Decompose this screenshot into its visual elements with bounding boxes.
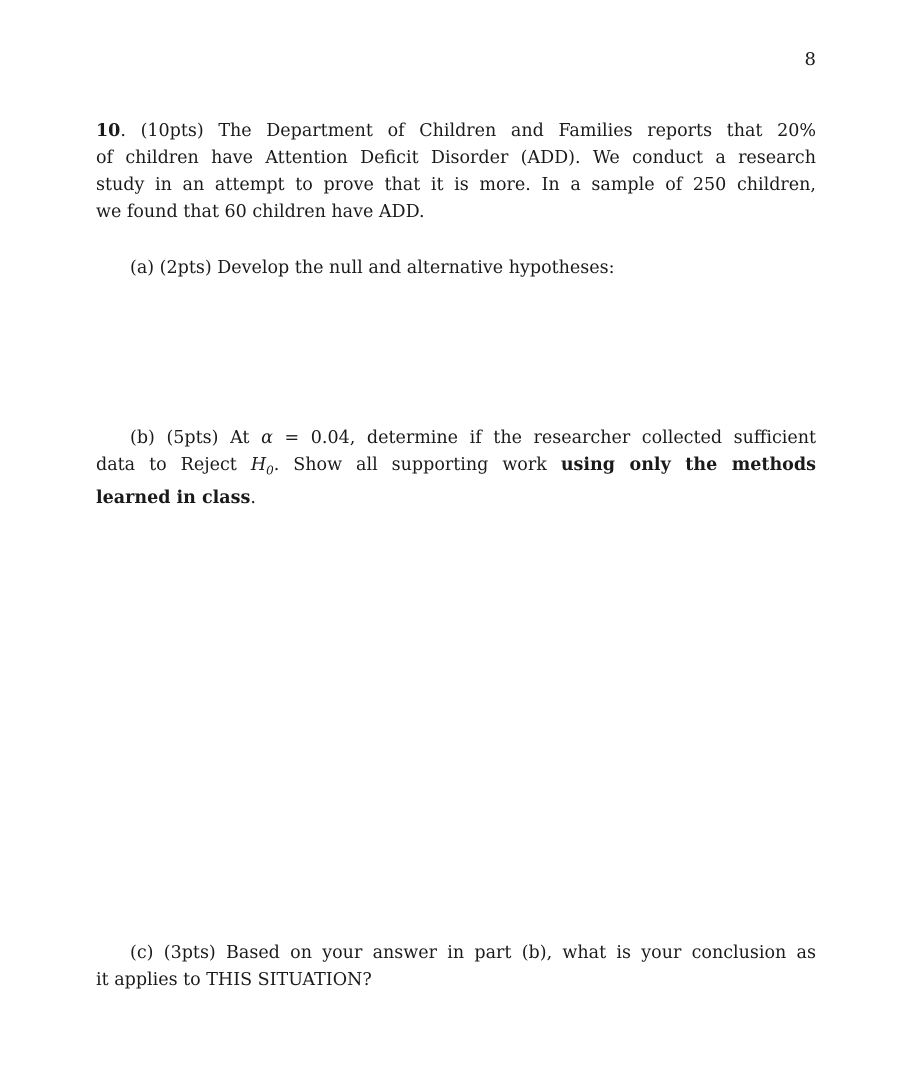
part-c-line-2: it applies to THIS SITUATION? — [96, 970, 372, 990]
alpha-symbol: α — [261, 428, 273, 448]
part-b-line2-mid: . Show all supporting work — [273, 455, 547, 475]
part-a-label: (a) — [130, 258, 155, 278]
part-c-text-1: Based on your answer in part (b), what is your conclusion as — [226, 943, 816, 963]
part-a-points: (2pts) — [159, 258, 212, 278]
part-c-line-1 — [96, 940, 816, 967]
part-b-bold-1: using only the methods — [560, 455, 816, 475]
part-b-points: (5pts) — [166, 428, 219, 448]
part-b-line2-start: data to Reject — [96, 455, 237, 475]
part-b-label: (b) — [130, 428, 155, 448]
part-c — [96, 940, 816, 994]
question-points: (10pts) — [140, 121, 204, 141]
part-a-text: Develop the null and alternative hypotheses: — [217, 258, 615, 278]
question-number: 10 — [96, 121, 121, 141]
alpha-value: = 0.04, determine if the researcher collected sufficient — [284, 428, 816, 448]
page-number: 8 — [804, 49, 816, 70]
part-c-points: (3pts) — [163, 943, 216, 963]
part-a — [96, 255, 816, 282]
part-b-line-2 — [96, 452, 816, 485]
part-b-end: . — [250, 487, 256, 508]
part-c-label: (c) — [130, 943, 154, 963]
question-text-line-1: The Department of Children and Families reports that 20% — [218, 121, 816, 141]
question-line-3: study in an attempt to prove that it is more. In a sample of 250 children, — [96, 175, 816, 195]
null-hypothesis-symbol: $H_0$ — [250, 455, 274, 478]
part-b — [96, 425, 816, 512]
question-line-2: of children have Attention Deficit Disorder (ADD). We conduct a research — [96, 148, 816, 168]
part-b-text-1: At — [230, 428, 250, 448]
part-b-bold-2: learned in class — [96, 487, 251, 508]
question-10 — [96, 118, 816, 226]
question-line-4: we found that 60 children have ADD. — [96, 202, 425, 222]
part-b-line-1 — [96, 425, 816, 452]
part-a-line — [96, 255, 816, 282]
part-b-line-3 — [96, 485, 816, 512]
question-line-1: 10. (10pts) The Department of Children and Families reports that 20% — [96, 121, 816, 141]
